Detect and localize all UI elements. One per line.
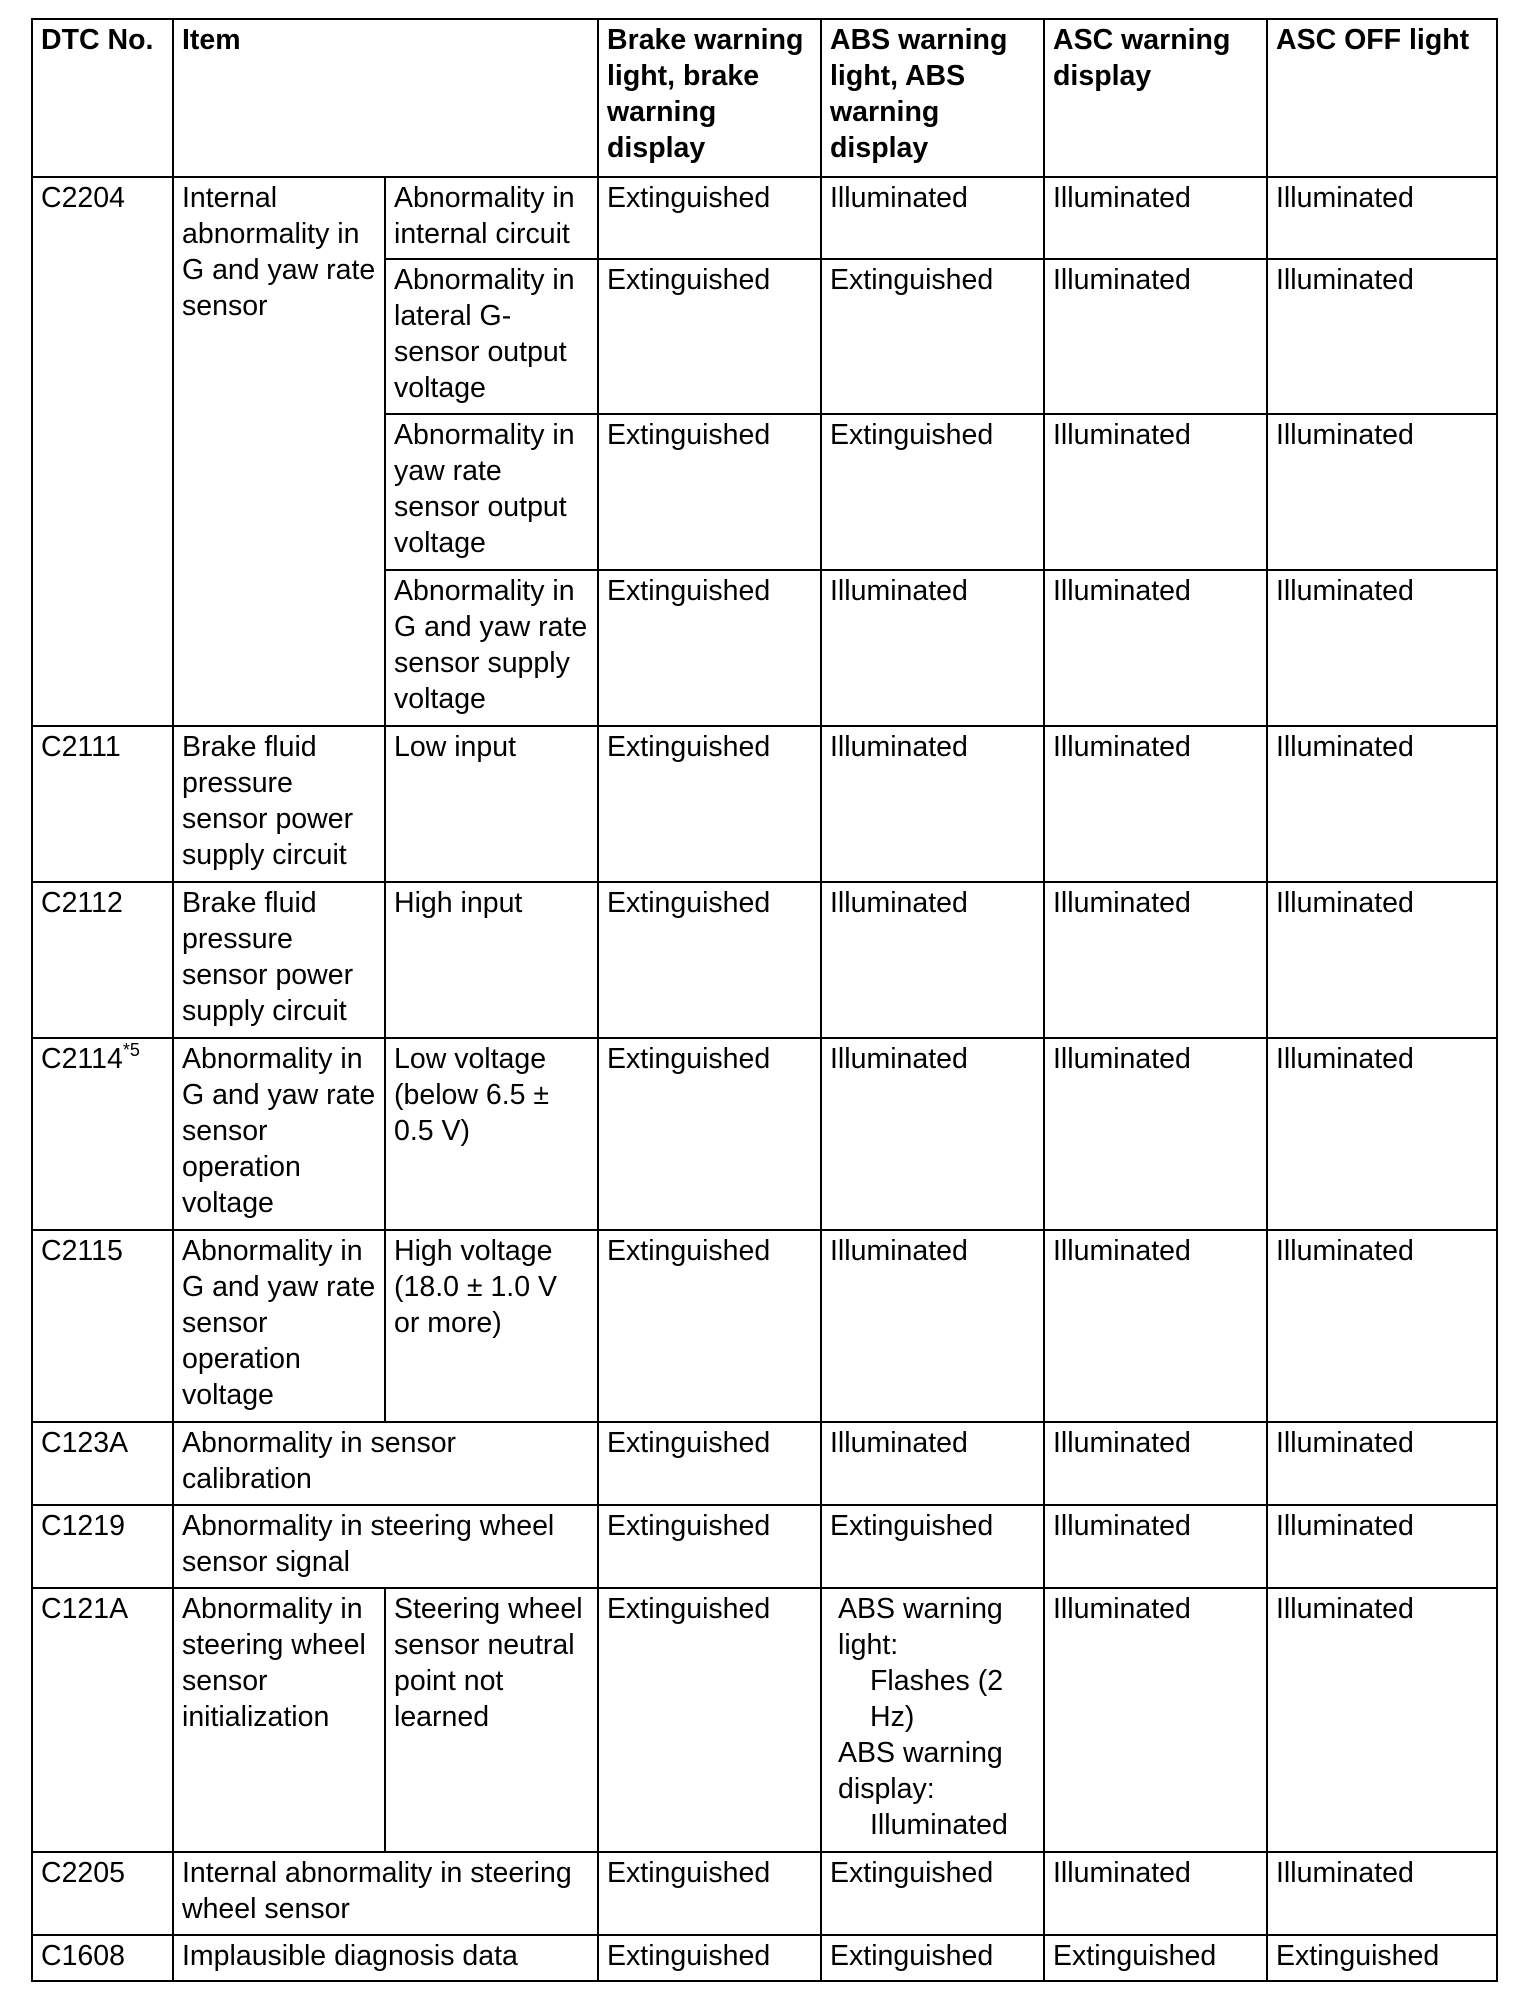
- abs-cell: Illuminated: [821, 570, 1044, 726]
- table-row: [32, 882, 1497, 1038]
- dtc-cell: C121A: [32, 1588, 173, 1852]
- abs-cell: Illuminated: [821, 1038, 1044, 1230]
- brake-cell: Extinguished: [598, 177, 821, 259]
- asc-cell: Illuminated: [1044, 414, 1267, 570]
- dtc-cell: C2111: [32, 726, 173, 882]
- asc-cell: Illuminated: [1044, 1038, 1267, 1230]
- asc-off-cell: Illuminated: [1267, 1422, 1497, 1505]
- detail-cell: Abnormality in lateral G-sensor output voltage: [385, 259, 598, 414]
- detail-cell: Abnormality in yaw rate sensor output voltage: [385, 414, 598, 570]
- table-row: [32, 1588, 1497, 1852]
- brake-cell: Extinguished: [598, 1505, 821, 1588]
- abs-cell: Extinguished: [821, 259, 1044, 414]
- table-row: [32, 1038, 1497, 1230]
- detail-cell: High voltage (18.0 ± 1.0 V or more): [385, 1230, 598, 1422]
- table-row: [32, 1230, 1497, 1422]
- asc-cell: Illuminated: [1044, 1505, 1267, 1588]
- asc-cell: Extinguished: [1044, 1935, 1267, 1981]
- abs-cell: Illuminated: [821, 726, 1044, 882]
- item-cell: Internal abnormality in G and yaw rate sensor: [173, 177, 385, 726]
- asc-cell: Illuminated: [1044, 1422, 1267, 1505]
- table-row: [32, 1505, 1497, 1588]
- table-row: [32, 1935, 1497, 1981]
- abs-cell: Extinguished: [821, 1852, 1044, 1935]
- abs-light-label: ABS warning light:: [838, 1593, 1003, 1661]
- asc-off-cell: Illuminated: [1267, 177, 1497, 259]
- detail-cell: Low voltage (below 6.5 ± 0.5 V): [385, 1038, 598, 1230]
- abs-cell: Illuminated: [821, 1422, 1044, 1505]
- detail-cell: Abnormality in internal circuit: [385, 177, 598, 259]
- dtc-table: [31, 18, 1498, 1982]
- detail-cell: Low input: [385, 726, 598, 882]
- dtc-cell: C2205: [32, 1852, 173, 1935]
- asc-cell: Illuminated: [1044, 177, 1267, 259]
- brake-cell: Extinguished: [598, 882, 821, 1038]
- table-row: [32, 726, 1497, 882]
- brake-cell: Extinguished: [598, 1230, 821, 1422]
- dtc-cell: [32, 1038, 173, 1230]
- item-cell: Abnormality in sensor calibration: [173, 1422, 598, 1505]
- brake-cell: Extinguished: [598, 1422, 821, 1505]
- dtc-cell: C1608: [32, 1935, 173, 1981]
- header-abs-warning: ABS warning light, ABS warning display: [821, 19, 1044, 177]
- table-row: [32, 1852, 1497, 1935]
- asc-off-cell: Illuminated: [1267, 882, 1497, 1038]
- header-asc-warning: ASC warning display: [1044, 19, 1267, 177]
- dtc-cell: C2112: [32, 882, 173, 1038]
- abs-cell: Illuminated: [821, 177, 1044, 259]
- dtc-code: C2114: [41, 1043, 123, 1075]
- item-cell: Abnormality in G and yaw rate sensor operation voltage: [173, 1230, 385, 1422]
- brake-cell: Extinguished: [598, 414, 821, 570]
- brake-cell: Extinguished: [598, 259, 821, 414]
- brake-cell: Extinguished: [598, 570, 821, 726]
- asc-off-cell: Illuminated: [1267, 414, 1497, 570]
- asc-off-cell: Illuminated: [1267, 1505, 1497, 1588]
- header-brake-warning: Brake warning light, brake warning display: [598, 19, 821, 177]
- brake-cell: Extinguished: [598, 1588, 821, 1852]
- asc-off-cell: Illuminated: [1267, 1852, 1497, 1935]
- dtc-cell: C2115: [32, 1230, 173, 1422]
- item-cell: Internal abnormality in steering wheel sensor: [173, 1852, 598, 1935]
- item-cell: Abnormality in steering wheel sensor initialization: [173, 1588, 385, 1852]
- asc-off-cell: Illuminated: [1267, 259, 1497, 414]
- abs-cell: Illuminated: [821, 1230, 1044, 1422]
- brake-cell: Extinguished: [598, 726, 821, 882]
- asc-cell: Illuminated: [1044, 1230, 1267, 1422]
- abs-light-value: Flashes (2 Hz): [870, 1665, 1004, 1733]
- asc-off-cell: Illuminated: [1267, 726, 1497, 882]
- brake-cell: Extinguished: [598, 1038, 821, 1230]
- asc-cell: Illuminated: [1044, 726, 1267, 882]
- abs-cell: Illuminated: [821, 882, 1044, 1038]
- asc-off-cell: Illuminated: [1267, 1588, 1497, 1852]
- detail-cell: Abnormality in G and yaw rate sensor supply voltage: [385, 570, 598, 726]
- dtc-cell: C1219: [32, 1505, 173, 1588]
- item-cell: Brake fluid pressure sensor power supply circuit: [173, 726, 385, 882]
- asc-cell: Illuminated: [1044, 259, 1267, 414]
- abs-display-value: Illuminated: [870, 1809, 1008, 1841]
- abs-cell: Extinguished: [821, 414, 1044, 570]
- item-cell: Abnormality in steering wheel sensor signal: [173, 1505, 598, 1588]
- asc-off-cell: Illuminated: [1267, 570, 1497, 726]
- asc-cell: Illuminated: [1044, 1588, 1267, 1852]
- dtc-cell: C123A: [32, 1422, 173, 1505]
- item-cell: Brake fluid pressure sensor power supply circuit: [173, 882, 385, 1038]
- item-cell: Implausible diagnosis data: [173, 1935, 598, 1981]
- item-cell: Abnormality in G and yaw rate sensor operation voltage: [173, 1038, 385, 1230]
- brake-cell: Extinguished: [598, 1852, 821, 1935]
- abs-cell: Extinguished: [821, 1935, 1044, 1981]
- asc-cell: Illuminated: [1044, 1852, 1267, 1935]
- asc-off-cell: Illuminated: [1267, 1230, 1497, 1422]
- asc-off-cell: Extinguished: [1267, 1935, 1497, 1981]
- detail-cell: High input: [385, 882, 598, 1038]
- footnote-mark: *5: [122, 1040, 140, 1060]
- abs-cell: [821, 1588, 1044, 1852]
- asc-off-cell: Illuminated: [1267, 1038, 1497, 1230]
- header-dtc-no: DTC No.: [32, 19, 173, 177]
- asc-cell: Illuminated: [1044, 570, 1267, 726]
- abs-display-label: ABS warning display:: [838, 1737, 1003, 1805]
- header-row: [32, 19, 1497, 177]
- table-row: [32, 177, 1497, 259]
- dtc-cell: C2204: [32, 177, 173, 726]
- header-asc-off-light: ASC OFF light: [1267, 19, 1497, 177]
- header-item: Item: [173, 19, 598, 177]
- abs-cell: Extinguished: [821, 1505, 1044, 1588]
- brake-cell: Extinguished: [598, 1935, 821, 1981]
- table-row: [32, 1422, 1497, 1505]
- asc-cell: Illuminated: [1044, 882, 1267, 1038]
- detail-cell: Steering wheel sensor neutral point not learned: [385, 1588, 598, 1852]
